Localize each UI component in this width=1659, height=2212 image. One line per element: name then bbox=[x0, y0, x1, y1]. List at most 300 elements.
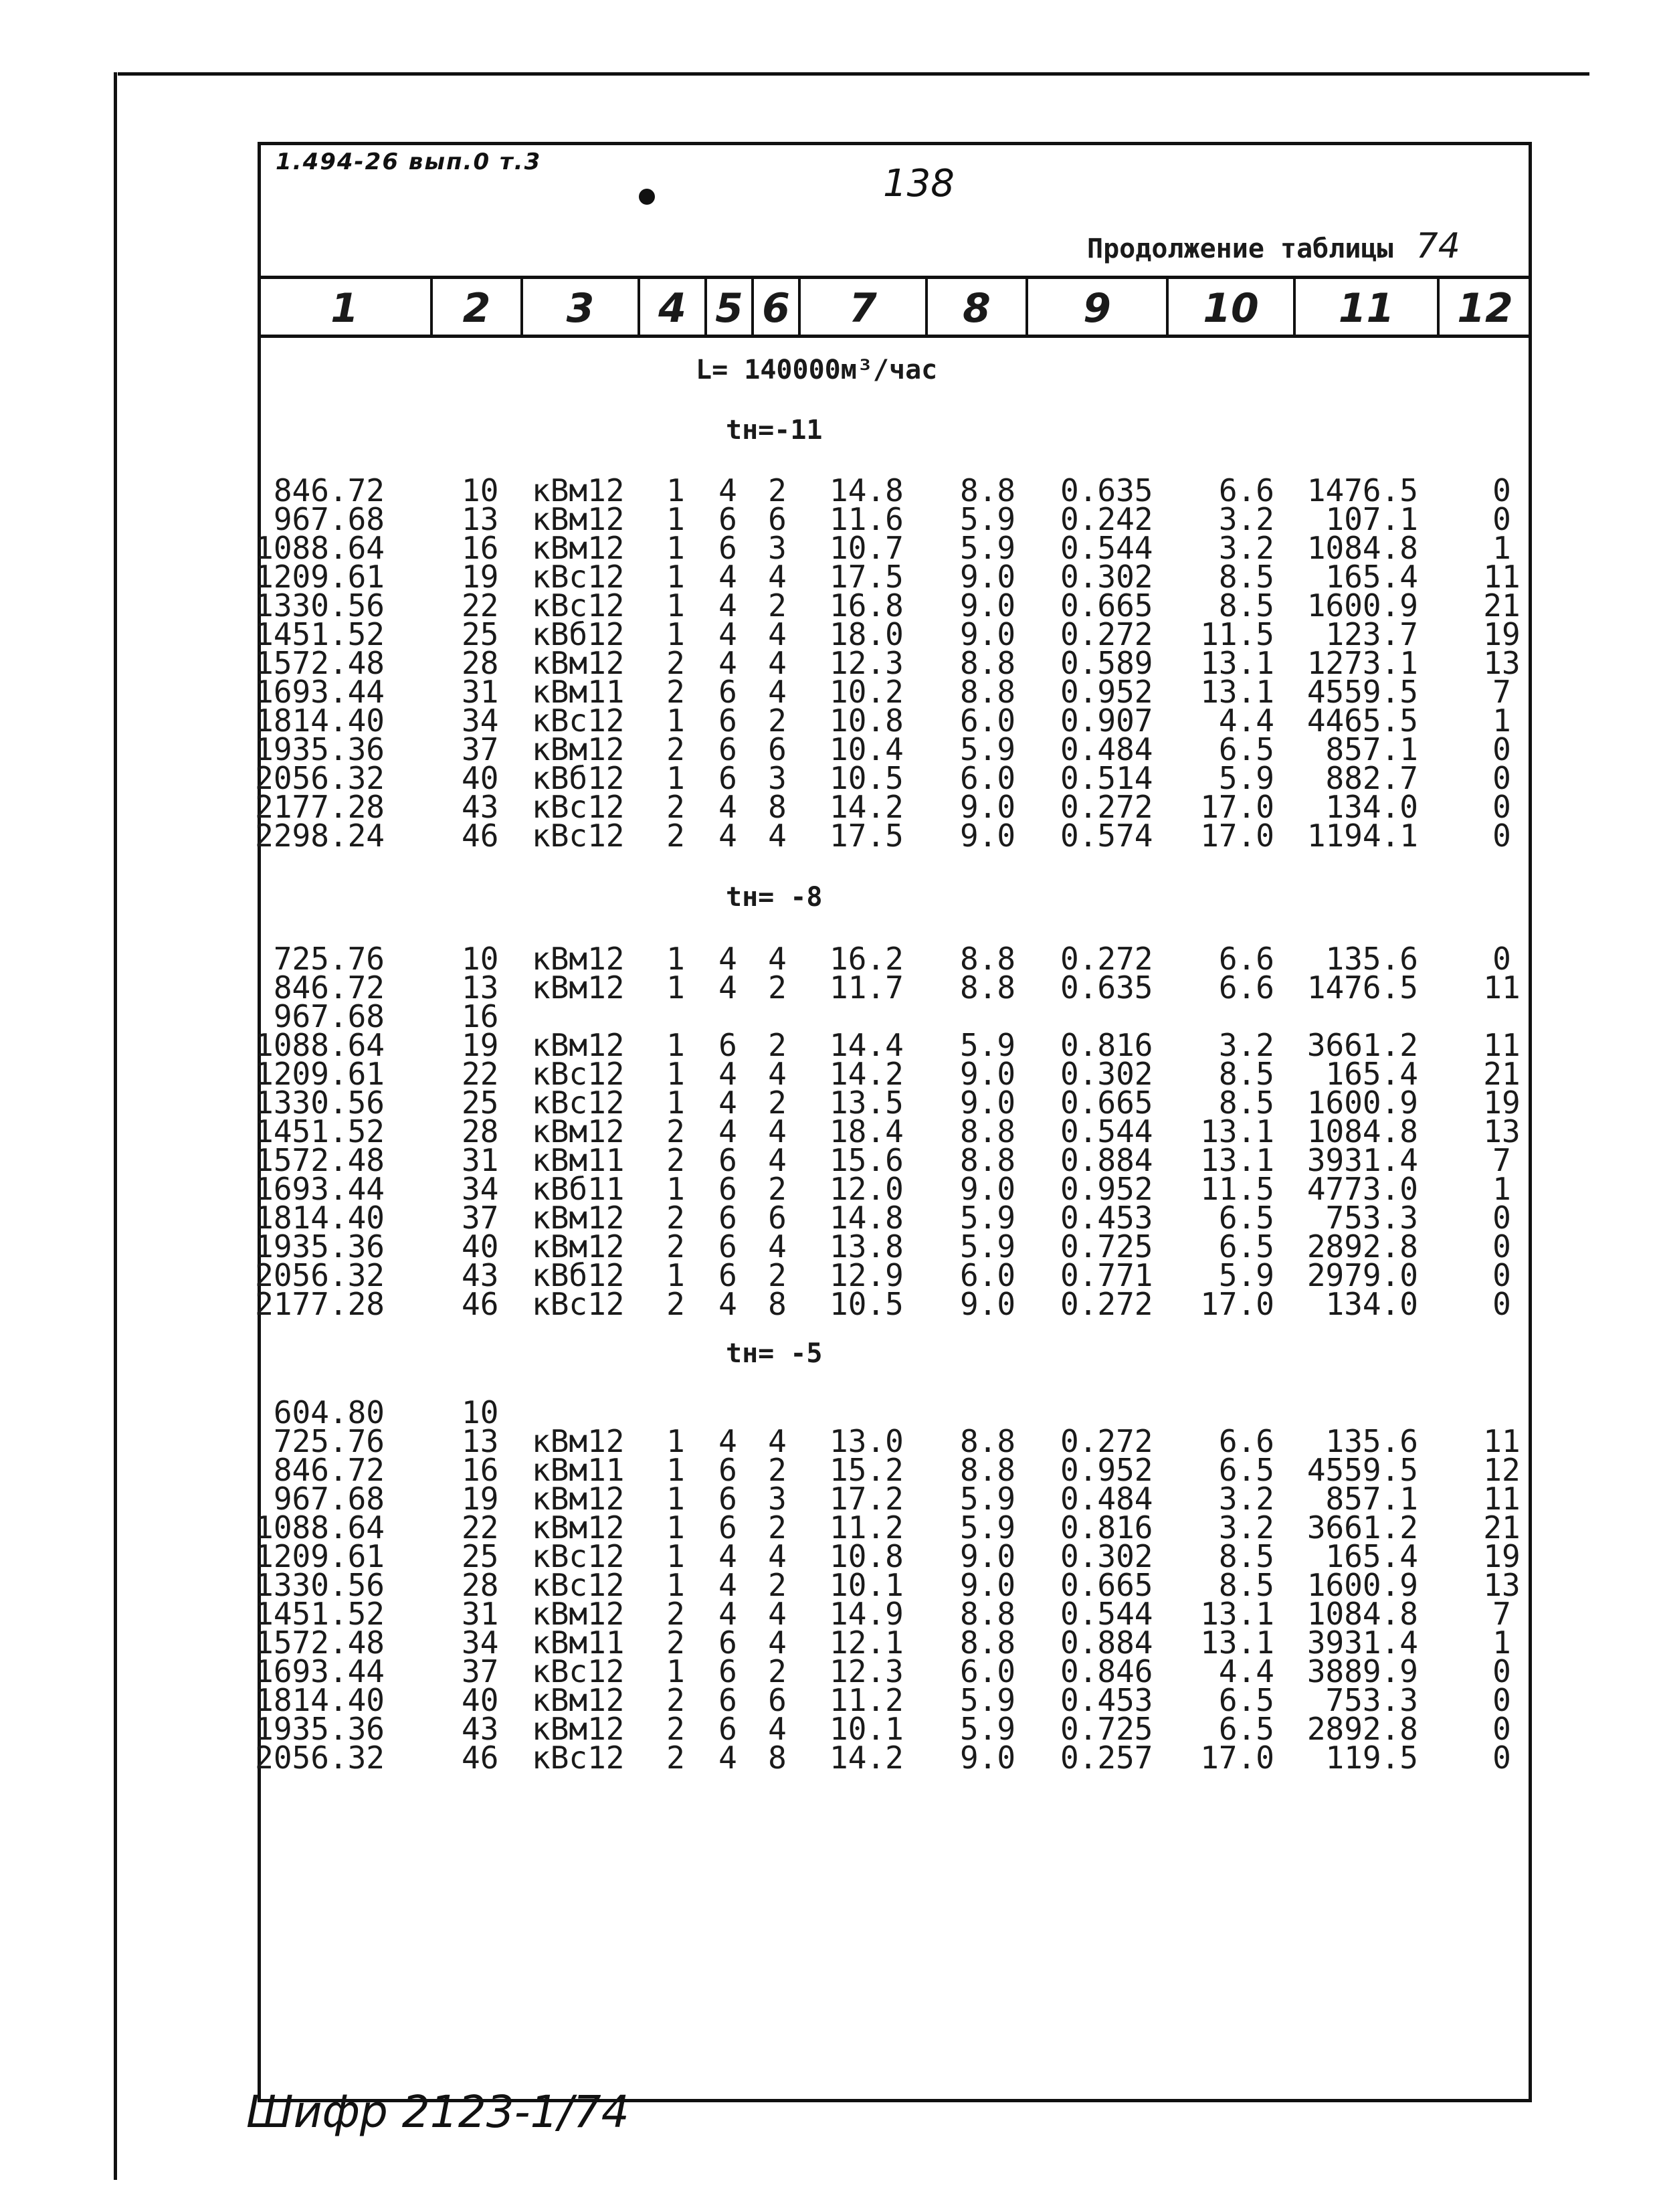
table-cell-col-10: 8.5 bbox=[1218, 1567, 1274, 1603]
table-cell-col-2: 13 bbox=[462, 1423, 499, 1459]
table-cell-col-12: 11 bbox=[1483, 970, 1521, 1006]
table-cell-col-12: 11 bbox=[1483, 1423, 1521, 1459]
table-cell-col-3: кВм11 bbox=[532, 674, 625, 710]
table-cell-col-2: 34 bbox=[462, 1625, 499, 1661]
table-cell-col-5: 4 bbox=[718, 645, 737, 681]
table-cell-col-8: 8.8 bbox=[960, 1596, 1016, 1632]
table-cell-col-2: 22 bbox=[462, 587, 499, 624]
table-cell-col-2: 16 bbox=[462, 530, 499, 566]
table-cell-col-7: 18.4 bbox=[830, 1113, 904, 1149]
table-number: 74 bbox=[1416, 226, 1460, 266]
table-cell-col-5: 6 bbox=[718, 530, 737, 566]
table-cell-col-9: 0.725 bbox=[1060, 1228, 1153, 1265]
table-cell-col-10: 13.1 bbox=[1200, 645, 1274, 681]
table-cell-col-7: 12.1 bbox=[830, 1625, 904, 1661]
table-cell-col-9: 0.242 bbox=[1060, 501, 1153, 537]
table-cell-col-4: 2 bbox=[666, 1113, 685, 1149]
table-cell-col-11: 107.1 bbox=[1325, 501, 1418, 537]
table-cell-col-4: 2 bbox=[666, 1625, 685, 1661]
table-cell-col-6: 2 bbox=[768, 1171, 787, 1207]
table-cell-col-10: 3.2 bbox=[1218, 1509, 1274, 1546]
table-cell-col-7: 10.8 bbox=[830, 1538, 904, 1574]
table-cell-col-1: 2056.32 bbox=[255, 760, 385, 796]
table-cell-col-3: кВм12 bbox=[532, 1228, 625, 1265]
table-cell-col-1: 1935.36 bbox=[255, 1711, 385, 1747]
table-cell-col-2: 28 bbox=[462, 645, 499, 681]
header-column-divider bbox=[704, 276, 707, 338]
table-cell-col-3: кВм12 bbox=[532, 472, 625, 509]
table-cell-col-9: 0.635 bbox=[1060, 472, 1153, 509]
table-cell-col-7: 12.3 bbox=[830, 645, 904, 681]
table-cell-col-5: 6 bbox=[718, 731, 737, 767]
table-cell-col-10: 6.6 bbox=[1218, 970, 1274, 1006]
table-cell-col-11: 2979.0 bbox=[1306, 1257, 1418, 1293]
table-cell-col-6: 8 bbox=[768, 789, 787, 825]
table-cell-col-7: 11.7 bbox=[830, 970, 904, 1006]
table-cell-col-6: 2 bbox=[768, 1567, 787, 1603]
column-number-header bbox=[462, 285, 491, 332]
table-cell-col-12: 19 bbox=[1483, 1085, 1521, 1121]
table-cell-col-8: 8.8 bbox=[960, 1423, 1016, 1459]
table-cell-col-8: 6.0 bbox=[960, 1653, 1016, 1689]
table-cell-col-2: 10 bbox=[462, 472, 499, 509]
table-cell-col-8: 9.0 bbox=[960, 1740, 1016, 1776]
table-cell-col-8: 5.9 bbox=[960, 530, 1016, 566]
table-cell-col-10: 4.4 bbox=[1218, 1653, 1274, 1689]
table-cell-col-9: 0.635 bbox=[1060, 970, 1153, 1006]
table-cell-col-3: кВм12 bbox=[532, 1113, 625, 1149]
table-cell-col-8: 9.0 bbox=[960, 1085, 1016, 1121]
table-cell-col-12: 7 bbox=[1492, 674, 1511, 710]
header-bottom-rule bbox=[258, 335, 1532, 338]
table-cell-col-12: 11 bbox=[1483, 559, 1521, 595]
table-cell-col-6: 4 bbox=[768, 1711, 787, 1747]
table-cell-col-3: кВб12 bbox=[532, 760, 625, 796]
table-cell-col-2: 19 bbox=[462, 1481, 499, 1517]
table-cell-col-11: 4559.5 bbox=[1306, 674, 1418, 710]
table-cell-col-4: 1 bbox=[666, 703, 685, 739]
table-cell-col-7: 10.5 bbox=[830, 760, 904, 796]
table-cell-col-8: 5.9 bbox=[960, 1228, 1016, 1265]
table-cell-col-5: 4 bbox=[718, 616, 737, 652]
table-cell-col-6: 4 bbox=[768, 674, 787, 710]
table-cell-col-5: 6 bbox=[718, 1200, 737, 1236]
table-cell-col-5: 4 bbox=[718, 1538, 737, 1574]
table-cell-col-10: 3.2 bbox=[1218, 1027, 1274, 1063]
header-column-divider bbox=[798, 276, 801, 338]
table-cell-col-4: 2 bbox=[666, 818, 685, 854]
table-cell-col-11: 1084.8 bbox=[1306, 530, 1418, 566]
table-cell-col-3: кВс12 bbox=[532, 1653, 625, 1689]
table-cell-col-6: 4 bbox=[768, 818, 787, 854]
table-cell-col-10: 5.9 bbox=[1218, 760, 1274, 796]
column-number-header bbox=[658, 285, 686, 332]
table-cell-col-9: 0.771 bbox=[1060, 1257, 1153, 1293]
table-cell-col-1: 2177.28 bbox=[255, 1286, 385, 1322]
table-cell-col-4: 2 bbox=[666, 1682, 685, 1718]
table-cell-col-11: 119.5 bbox=[1325, 1740, 1418, 1776]
table-cell-col-2: 31 bbox=[462, 1596, 499, 1632]
table-cell-col-2: 28 bbox=[462, 1567, 499, 1603]
table-cell-col-11: 753.3 bbox=[1325, 1200, 1418, 1236]
table-cell-col-4: 1 bbox=[666, 1257, 685, 1293]
table-cell-col-7: 10.2 bbox=[830, 674, 904, 710]
table-cell-col-7: 10.1 bbox=[830, 1567, 904, 1603]
table-cell-col-5: 4 bbox=[718, 559, 737, 595]
table-cell-col-2: 25 bbox=[462, 616, 499, 652]
table-cell-col-11: 135.6 bbox=[1325, 941, 1418, 977]
header-column-divider bbox=[751, 276, 754, 338]
table-cell-col-6: 2 bbox=[768, 587, 787, 624]
table-cell-col-6: 4 bbox=[768, 1538, 787, 1574]
table-cell-col-11: 2892.8 bbox=[1306, 1711, 1418, 1747]
table-cell-col-1: 2056.32 bbox=[255, 1257, 385, 1293]
table-cell-col-12: 13 bbox=[1483, 1113, 1521, 1149]
table-cell-col-3: кВм11 bbox=[532, 1142, 625, 1178]
table-cell-col-1: 1088.64 bbox=[255, 530, 385, 566]
table-cell-col-6: 4 bbox=[768, 1596, 787, 1632]
continuation-label: Продолжение таблицы bbox=[1087, 234, 1393, 264]
table-cell-col-4: 2 bbox=[666, 645, 685, 681]
table-cell-col-11: 1476.5 bbox=[1306, 970, 1418, 1006]
table-cell-col-9: 0.884 bbox=[1060, 1142, 1153, 1178]
table-cell-col-10: 17.0 bbox=[1200, 1286, 1274, 1322]
table-cell-col-5: 6 bbox=[718, 1625, 737, 1661]
table-row bbox=[0, 970, 1659, 1006]
table-cell-col-11: 4773.0 bbox=[1306, 1171, 1418, 1207]
header-column-divider bbox=[1437, 276, 1440, 338]
table-cell-col-7: 15.6 bbox=[830, 1142, 904, 1178]
table-cell-col-8: 8.8 bbox=[960, 1113, 1016, 1149]
table-cell-col-8: 9.0 bbox=[960, 559, 1016, 595]
table-cell-col-12: 19 bbox=[1483, 1538, 1521, 1574]
table-cell-col-5: 4 bbox=[718, 1596, 737, 1632]
table-cell-col-9: 0.816 bbox=[1060, 1509, 1153, 1546]
table-cell-col-8: 9.0 bbox=[960, 789, 1016, 825]
table-cell-col-7: 12.0 bbox=[830, 1171, 904, 1207]
column-number-text: 11 bbox=[1338, 285, 1395, 332]
table-cell-col-6: 4 bbox=[768, 616, 787, 652]
table-cell-col-5: 4 bbox=[718, 1113, 737, 1149]
table-cell-col-8: 9.0 bbox=[960, 1056, 1016, 1092]
table-cell-col-10: 13.1 bbox=[1200, 1625, 1274, 1661]
table-cell-col-7: 17.5 bbox=[830, 559, 904, 595]
table-cell-col-12: 1 bbox=[1492, 1625, 1511, 1661]
table-cell-col-2: 43 bbox=[462, 1711, 499, 1747]
table-cell-col-7: 12.3 bbox=[830, 1653, 904, 1689]
table-cell-col-8: 8.8 bbox=[960, 645, 1016, 681]
table-row bbox=[0, 1740, 1659, 1776]
table-cell-col-5: 4 bbox=[718, 1423, 737, 1459]
table-cell-col-12: 13 bbox=[1483, 1567, 1521, 1603]
table-cell-col-2: 43 bbox=[462, 789, 499, 825]
table-cell-col-8: 9.0 bbox=[960, 1171, 1016, 1207]
table-cell-col-5: 6 bbox=[718, 1711, 737, 1747]
table-cell-col-10: 6.5 bbox=[1218, 731, 1274, 767]
table-cell-col-1: 725.76 bbox=[273, 1423, 385, 1459]
table-cell-col-4: 2 bbox=[666, 1200, 685, 1236]
table-cell-col-12: 19 bbox=[1483, 616, 1521, 652]
table-cell-col-4: 1 bbox=[666, 472, 685, 509]
table-cell-col-3: кВм12 bbox=[532, 1682, 625, 1718]
table-cell-col-12: 21 bbox=[1483, 587, 1521, 624]
table-cell-col-2: 31 bbox=[462, 1142, 499, 1178]
table-cell-col-2: 25 bbox=[462, 1085, 499, 1121]
table-cell-col-5: 4 bbox=[718, 472, 737, 509]
header-column-divider bbox=[1026, 276, 1028, 338]
table-cell-col-4: 2 bbox=[666, 789, 685, 825]
ink-dot bbox=[639, 189, 655, 205]
table-cell-col-5: 4 bbox=[718, 941, 737, 977]
table-cell-col-7: 13.5 bbox=[830, 1085, 904, 1121]
table-cell-col-5: 6 bbox=[718, 1452, 737, 1488]
table-cell-col-3: кВм11 bbox=[532, 1452, 625, 1488]
table-cell-col-11: 857.1 bbox=[1325, 1481, 1418, 1517]
table-cell-col-8: 8.8 bbox=[960, 1625, 1016, 1661]
table-cell-col-7: 10.5 bbox=[830, 1286, 904, 1322]
table-cell-col-6: 2 bbox=[768, 1085, 787, 1121]
table-cell-col-4: 1 bbox=[666, 530, 685, 566]
table-cell-col-10: 3.2 bbox=[1218, 501, 1274, 537]
header-column-divider bbox=[1166, 276, 1169, 338]
table-cell-col-9: 0.952 bbox=[1060, 674, 1153, 710]
table-cell-col-9: 0.544 bbox=[1060, 530, 1153, 566]
table-cell-col-2: 10 bbox=[462, 1394, 499, 1431]
table-cell-col-2: 13 bbox=[462, 501, 499, 537]
table-cell-col-12: 0 bbox=[1492, 1286, 1511, 1322]
table-cell-col-9: 0.514 bbox=[1060, 760, 1153, 796]
table-cell-col-7: 16.8 bbox=[830, 587, 904, 624]
table-cell-col-5: 6 bbox=[718, 501, 737, 537]
table-cell-col-1: 2056.32 bbox=[255, 1740, 385, 1776]
table-cell-col-11: 4465.5 bbox=[1306, 703, 1418, 739]
table-cell-col-1: 1209.61 bbox=[255, 1056, 385, 1092]
table-cell-col-2: 16 bbox=[462, 1452, 499, 1488]
table-cell-col-8: 5.9 bbox=[960, 1481, 1016, 1517]
table-cell-col-11: 3931.4 bbox=[1306, 1142, 1418, 1178]
table-cell-col-9: 0.453 bbox=[1060, 1200, 1153, 1236]
section-temperature-title: tн= -8 bbox=[726, 882, 823, 913]
table-cell-col-10: 17.0 bbox=[1200, 1740, 1274, 1776]
table-cell-col-4: 2 bbox=[666, 1228, 685, 1265]
table-cell-col-9: 0.453 bbox=[1060, 1682, 1153, 1718]
table-cell-col-4: 1 bbox=[666, 559, 685, 595]
table-cell-col-6: 4 bbox=[768, 1228, 787, 1265]
table-cell-col-4: 1 bbox=[666, 1538, 685, 1574]
table-cell-col-2: 22 bbox=[462, 1509, 499, 1546]
table-cell-col-12: 0 bbox=[1492, 1257, 1511, 1293]
table-cell-col-12: 11 bbox=[1483, 1481, 1521, 1517]
table-cell-col-7: 11.6 bbox=[830, 501, 904, 537]
table-cell-col-8: 8.8 bbox=[960, 941, 1016, 977]
table-cell-col-7: 10.4 bbox=[830, 731, 904, 767]
table-cell-col-9: 0.302 bbox=[1060, 559, 1153, 595]
table-cell-col-5: 6 bbox=[718, 1682, 737, 1718]
table-cell-col-2: 37 bbox=[462, 1653, 499, 1689]
table-cell-col-4: 2 bbox=[666, 1286, 685, 1322]
table-cell-col-6: 3 bbox=[768, 760, 787, 796]
table-cell-col-3: кВм12 bbox=[532, 941, 625, 977]
table-cell-col-5: 6 bbox=[718, 1509, 737, 1546]
table-cell-col-1: 1088.64 bbox=[255, 1509, 385, 1546]
table-cell-col-8: 5.9 bbox=[960, 1027, 1016, 1063]
table-cell-col-1: 846.72 bbox=[273, 472, 385, 509]
table-cell-col-9: 0.665 bbox=[1060, 587, 1153, 624]
table-cell-col-4: 1 bbox=[666, 1481, 685, 1517]
table-cell-col-1: 1814.40 bbox=[255, 1682, 385, 1718]
table-cell-col-5: 6 bbox=[718, 1481, 737, 1517]
table-cell-col-6: 2 bbox=[768, 472, 787, 509]
table-cell-col-3: кВс12 bbox=[532, 703, 625, 739]
table-cell-col-12: 7 bbox=[1492, 1596, 1511, 1632]
table-cell-col-6: 3 bbox=[768, 1481, 787, 1517]
table-cell-col-3: кВс12 bbox=[532, 1085, 625, 1121]
table-cell-col-2: 31 bbox=[462, 674, 499, 710]
table-cell-col-8: 9.0 bbox=[960, 1538, 1016, 1574]
table-cell-col-12: 1 bbox=[1492, 530, 1511, 566]
table-cell-col-6: 6 bbox=[768, 731, 787, 767]
table-cell-col-2: 10 bbox=[462, 941, 499, 977]
table-cell-col-10: 4.4 bbox=[1218, 703, 1274, 739]
table-cell-col-7: 16.2 bbox=[830, 941, 904, 977]
table-cell-col-7: 10.8 bbox=[830, 703, 904, 739]
table-cell-col-3: кВм12 bbox=[532, 1200, 625, 1236]
table-cell-col-7: 14.2 bbox=[830, 789, 904, 825]
table-cell-col-4: 1 bbox=[666, 1056, 685, 1092]
table-cell-col-3: кВб11 bbox=[532, 1171, 625, 1207]
table-cell-col-11: 2892.8 bbox=[1306, 1228, 1418, 1265]
table-cell-col-2: 37 bbox=[462, 1200, 499, 1236]
table-cell-col-4: 1 bbox=[666, 1567, 685, 1603]
table-cell-col-8: 5.9 bbox=[960, 1509, 1016, 1546]
table-cell-col-10: 6.6 bbox=[1218, 1423, 1274, 1459]
table-cell-col-12: 11 bbox=[1483, 1027, 1521, 1063]
table-cell-col-5: 4 bbox=[718, 789, 737, 825]
table-cell-col-2: 40 bbox=[462, 760, 499, 796]
table-cell-col-5: 6 bbox=[718, 1027, 737, 1063]
table-cell-col-9: 0.725 bbox=[1060, 1711, 1153, 1747]
column-number-text: 1 bbox=[330, 285, 359, 332]
table-cell-col-1: 1693.44 bbox=[255, 674, 385, 710]
table-cell-col-6: 4 bbox=[768, 1142, 787, 1178]
table-cell-col-10: 8.5 bbox=[1218, 1056, 1274, 1092]
table-cell-col-10: 6.6 bbox=[1218, 941, 1274, 977]
table-cell-col-11: 753.3 bbox=[1325, 1682, 1418, 1718]
table-cell-col-3: кВм12 bbox=[532, 501, 625, 537]
column-number-header bbox=[762, 285, 790, 332]
table-cell-col-10: 13.1 bbox=[1200, 1596, 1274, 1632]
table-cell-col-5: 6 bbox=[718, 703, 737, 739]
table-cell-col-4: 1 bbox=[666, 1085, 685, 1121]
table-cell-col-6: 4 bbox=[768, 1056, 787, 1092]
table-continuation bbox=[1087, 226, 1460, 266]
table-cell-col-3: кВм12 bbox=[532, 970, 625, 1006]
table-cell-col-9: 0.589 bbox=[1060, 645, 1153, 681]
table-cell-col-5: 4 bbox=[718, 1740, 737, 1776]
table-cell-col-12: 0 bbox=[1492, 501, 1511, 537]
header-column-divider bbox=[1293, 276, 1296, 338]
table-cell-col-8: 9.0 bbox=[960, 1567, 1016, 1603]
table-cell-col-11: 165.4 bbox=[1325, 1538, 1418, 1574]
table-cell-col-8: 6.0 bbox=[960, 703, 1016, 739]
column-number-text: 5 bbox=[715, 285, 743, 332]
table-cell-col-5: 4 bbox=[718, 587, 737, 624]
table-cell-col-2: 46 bbox=[462, 1740, 499, 1776]
table-cell-col-1: 1451.52 bbox=[255, 1113, 385, 1149]
table-cell-col-4: 2 bbox=[666, 1740, 685, 1776]
table-cell-col-6: 2 bbox=[768, 1653, 787, 1689]
table-cell-col-9: 0.952 bbox=[1060, 1452, 1153, 1488]
table-cell-col-12: 0 bbox=[1492, 789, 1511, 825]
table-cell-col-11: 1600.9 bbox=[1306, 587, 1418, 624]
table-cell-col-4: 1 bbox=[666, 760, 685, 796]
table-cell-col-9: 0.544 bbox=[1060, 1113, 1153, 1149]
table-cell-col-10: 13.1 bbox=[1200, 674, 1274, 710]
table-cell-col-9: 0.544 bbox=[1060, 1596, 1153, 1632]
table-cell-col-10: 6.5 bbox=[1218, 1200, 1274, 1236]
table-cell-col-1: 1935.36 bbox=[255, 1228, 385, 1265]
column-number-text: 6 bbox=[762, 285, 790, 332]
column-number-header bbox=[1457, 285, 1513, 332]
table-cell-col-9: 0.574 bbox=[1060, 818, 1153, 854]
table-cell-col-4: 1 bbox=[666, 616, 685, 652]
table-row bbox=[0, 1286, 1659, 1322]
table-cell-col-2: 43 bbox=[462, 1257, 499, 1293]
table-cell-col-8: 8.8 bbox=[960, 1142, 1016, 1178]
table-cell-col-1: 2298.24 bbox=[255, 818, 385, 854]
table-cell-col-11: 3661.2 bbox=[1306, 1027, 1418, 1063]
table-cell-col-7: 13.8 bbox=[830, 1228, 904, 1265]
table-cell-col-4: 1 bbox=[666, 501, 685, 537]
table-cell-col-4: 1 bbox=[666, 1653, 685, 1689]
table-cell-col-11: 3661.2 bbox=[1306, 1509, 1418, 1546]
table-cell-col-2: 25 bbox=[462, 1538, 499, 1574]
table-cell-col-11: 1194.1 bbox=[1306, 818, 1418, 854]
table-cell-col-11: 1600.9 bbox=[1306, 1085, 1418, 1121]
table-cell-col-3: кВс12 bbox=[532, 1056, 625, 1092]
table-cell-col-12: 0 bbox=[1492, 472, 1511, 509]
table-cell-col-6: 6 bbox=[768, 1682, 787, 1718]
table-cell-col-7: 12.9 bbox=[830, 1257, 904, 1293]
table-cell-col-4: 2 bbox=[666, 731, 685, 767]
header-column-divider bbox=[520, 276, 523, 338]
table-cell-col-8: 5.9 bbox=[960, 1682, 1016, 1718]
table-cell-col-5: 6 bbox=[718, 1653, 737, 1689]
table-cell-col-3: кВб12 bbox=[532, 1257, 625, 1293]
table-cell-col-1: 846.72 bbox=[273, 970, 385, 1006]
table-cell-col-6: 2 bbox=[768, 1257, 787, 1293]
table-cell-col-5: 6 bbox=[718, 760, 737, 796]
table-cell-col-6: 4 bbox=[768, 1625, 787, 1661]
table-cell-col-3: кВс12 bbox=[532, 1286, 625, 1322]
table-cell-col-1: 725.76 bbox=[273, 941, 385, 977]
table-cell-col-11: 3931.4 bbox=[1306, 1625, 1418, 1661]
section-temperature-title: tн=-11 bbox=[726, 415, 823, 446]
column-number-text: 8 bbox=[963, 285, 991, 332]
table-cell-col-8: 6.0 bbox=[960, 1257, 1016, 1293]
table-cell-col-6: 2 bbox=[768, 1452, 787, 1488]
table-cell-col-4: 2 bbox=[666, 1596, 685, 1632]
table-cell-col-3: кВс12 bbox=[532, 1567, 625, 1603]
table-cell-col-3: кВм12 bbox=[532, 1711, 625, 1747]
table-cell-col-1: 846.72 bbox=[273, 1452, 385, 1488]
table-cell-col-9: 0.907 bbox=[1060, 703, 1153, 739]
table-cell-col-8: 9.0 bbox=[960, 818, 1016, 854]
table-cell-col-7: 15.2 bbox=[830, 1452, 904, 1488]
table-cell-col-10: 17.0 bbox=[1200, 818, 1274, 854]
table-cell-col-2: 46 bbox=[462, 818, 499, 854]
table-row bbox=[0, 818, 1659, 854]
